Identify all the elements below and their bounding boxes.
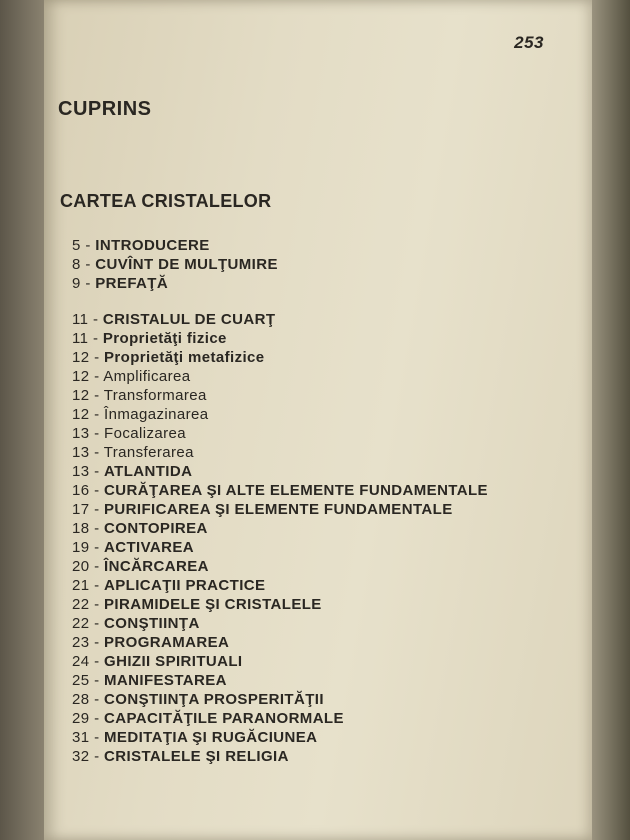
toc-entry: 22 - PIRAMIDELE ŞI CRISTALELE [72,596,322,613]
toc-page-number: 12 [72,368,90,385]
toc-entry: 22 - CONŞTIINŢA [72,615,200,632]
toc-page-number: 25 [72,672,90,689]
toc-entry: 9 - PREFAŢĂ [72,275,169,292]
toc-page-number: 21 [72,577,90,594]
toc-title: Transferarea [103,444,194,461]
toc-entry: 13 - Transferarea [72,444,194,461]
toc-title: ACTIVAREA [104,539,195,556]
toc-title: INTRODUCERE [95,237,210,254]
toc-title: PREFAŢĂ [95,275,169,292]
toc-entry: 8 - CUVÎNT DE MULŢUMIRE [72,256,278,273]
book-page [44,0,592,840]
toc-title: PROGRAMAREA [104,634,230,651]
toc-page-number: 31 [72,729,90,746]
toc-title: Proprietăţi fizice [102,330,227,347]
toc-entry: 20 - ÎNCĂRCAREA [72,558,209,575]
toc-entry: 12 - Proprietăţi metafizice [72,349,265,366]
toc-page-number: 18 [72,520,90,537]
table-of-contents [72,236,488,766]
toc-page-number: 28 [72,691,90,708]
toc-page-number: 5 [72,237,81,254]
toc-entry: 5 - INTRODUCERE [72,237,210,254]
toc-entry: 32 - CRISTALELE ŞI RELIGIA [72,748,289,765]
toc-page-number: 13 [72,425,90,442]
toc-entry: 11 - CRISTALUL DE CUARŢ [72,311,276,328]
toc-page-number: 12 [72,406,90,423]
toc-entry: 17 - PURIFICAREA ŞI ELEMENTE FUNDAMENTALE [72,501,453,518]
toc-page-number: 13 [72,463,90,480]
toc-entry: 23 - PROGRAMAREA [72,634,230,651]
toc-entry: 31 - MEDITAŢIA ŞI RUGĂCIUNEA [72,729,318,746]
toc-title: CRISTALUL DE CUARŢ [102,311,276,328]
toc-title: Proprietăţi metafizice [104,349,265,366]
toc-entry: 13 - Focalizarea [72,425,186,442]
toc-entry: 19 - ACTIVAREA [72,539,195,556]
toc-title: ATLANTIDA [104,463,193,480]
toc-page-number: 17 [72,501,90,518]
toc-title: Amplificarea [103,368,191,385]
toc-page-number: 9 [72,275,81,292]
toc-page-number: 16 [72,482,90,499]
toc-page-number: 23 [72,634,90,651]
toc-title: CAPACITĂŢILE PARANORMALE [104,710,344,727]
toc-entry: 29 - CAPACITĂŢILE PARANORMALE [72,710,344,727]
toc-page-number: 32 [72,748,90,765]
toc-entry: 18 - CONTOPIREA [72,520,208,537]
toc-page-number: 11 [72,311,89,328]
toc-title: PIRAMIDELE ŞI CRISTALELE [104,596,322,613]
toc-title: CRISTALELE ŞI RELIGIA [104,748,289,765]
toc-entry: 11 - Proprietăţi fizice [72,330,227,347]
book-title: CARTEA CRISTALELOR [60,191,272,211]
toc-page-number: 8 [72,256,81,273]
toc-title: CONTOPIREA [104,520,208,537]
contents-heading: CUPRINS [58,98,152,120]
toc-title: MEDITAŢIA ŞI RUGĂCIUNEA [104,729,318,746]
toc-title: Transformarea [103,387,207,404]
book-edge-right [592,0,630,840]
toc-title: Înmagazinarea [104,406,209,423]
toc-page-number: 22 [72,596,90,613]
toc-entry: 21 - APLICAŢII PRACTICE [72,577,266,594]
toc-page-number: 11 [72,330,89,347]
toc-title: Focalizarea [104,425,186,442]
toc-entry: 28 - CONŞTIINŢA PROSPERITĂŢII [72,691,324,708]
toc-title: CUVÎNT DE MULŢUMIRE [95,256,278,273]
toc-entry: 12 - Amplificarea [72,368,191,385]
toc-title: CONŞTIINŢA PROSPERITĂŢII [104,691,324,708]
toc-page-number: 12 [72,349,90,366]
toc-page-number: 24 [72,653,90,670]
toc-page-number: 20 [72,558,90,575]
toc-entry: 25 - MANIFESTAREA [72,672,227,689]
toc-page-number: 29 [72,710,90,727]
toc-entry: 12 - Transformarea [72,387,207,404]
toc-entry: 13 - ATLANTIDA [72,463,193,480]
toc-title: APLICAŢII PRACTICE [104,577,266,594]
toc-page-number: 12 [72,387,90,404]
toc-entry: 12 - Înmagazinarea [72,406,209,423]
toc-title: GHIZII SPIRITUALI [104,653,243,670]
toc-title: CURĂŢAREA ŞI ALTE ELEMENTE FUNDAMENTALE [104,482,488,499]
toc-title: MANIFESTAREA [104,672,227,689]
page-number: 253 [514,33,544,52]
toc-title: CONŞTIINŢA [104,615,200,632]
book-gutter-left [0,0,44,840]
toc-entry: 24 - GHIZII SPIRITUALI [72,653,243,670]
toc-title: PURIFICAREA ŞI ELEMENTE FUNDAMENTALE [104,501,453,518]
toc-title: ÎNCĂRCAREA [104,558,209,575]
toc-page-number: 19 [72,539,90,556]
toc-entry: 16 - CURĂŢAREA ŞI ALTE ELEMENTE FUNDAMENTALE [72,482,488,499]
toc-page-number: 13 [72,444,90,461]
toc-page-number: 22 [72,615,90,632]
